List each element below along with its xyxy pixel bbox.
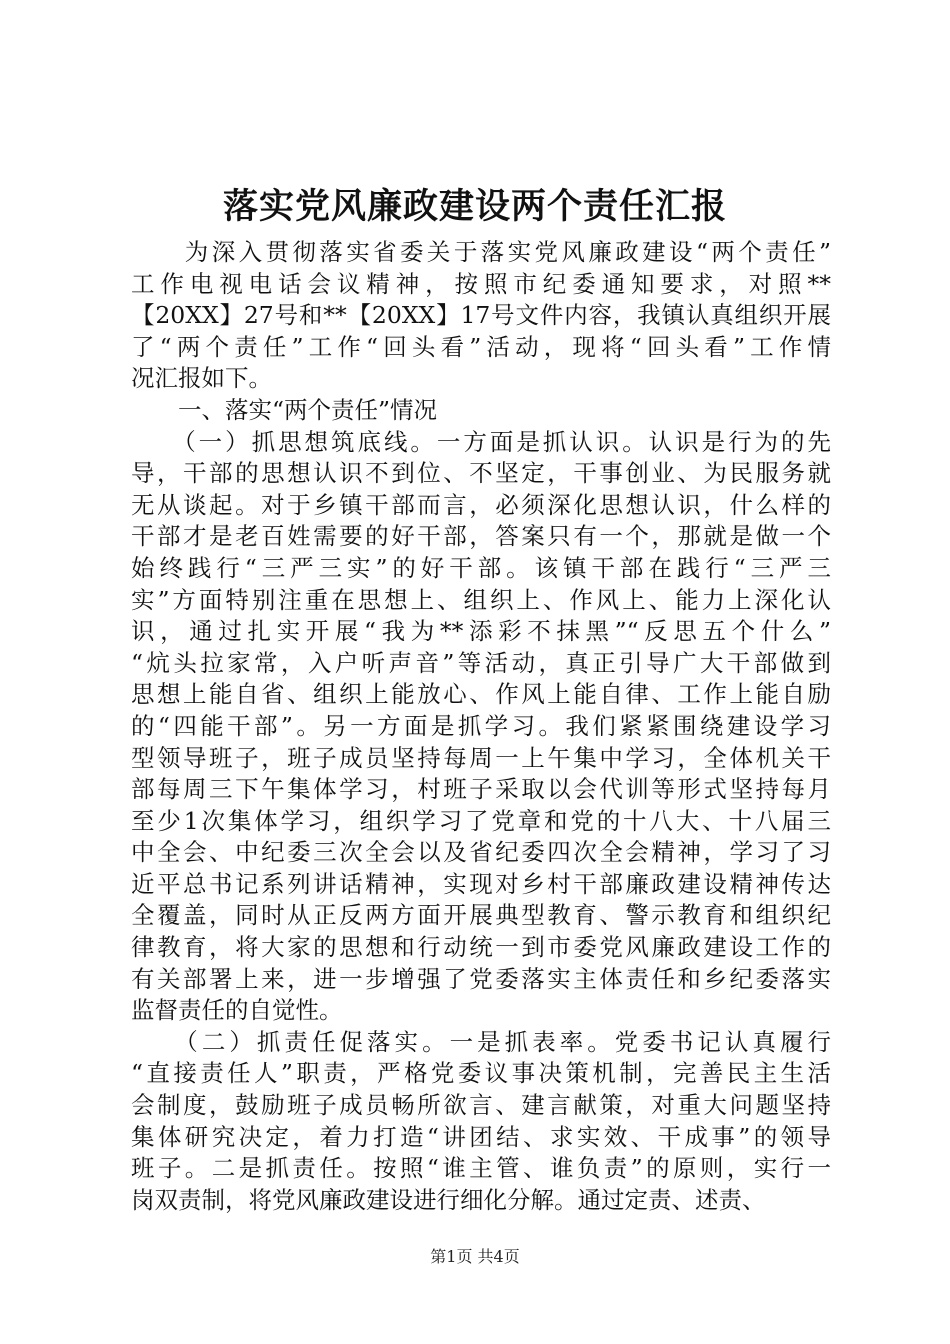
paragraph: [131, 395, 831, 427]
text-line: 思想上能自省、组织上能放心、作风上能自律、工作上能自励: [131, 680, 831, 709]
text-line: 一、落实“两个责任”情况: [131, 395, 438, 424]
text-line: 中全会、中纪委三次全会以及省纪委四次全会精神，学习了习: [131, 838, 831, 867]
text-line: 实”方面特别注重在思想上、组织上、作风上、能力上深化认: [131, 585, 831, 614]
text-line: 为深入贯彻落实省委关于落实党风廉政建设“两个责任”: [131, 238, 831, 266]
text-line: “炕头拉家常，入户听声音”等活动，真正引导广大干部做到: [131, 648, 831, 677]
text-line: “直接责任人”职责，严格党委议事决策机制，完善民主生活: [131, 1059, 831, 1088]
text-line: 全覆盖，同时从正反两方面开展典型教育、警示教育和组织纪: [131, 901, 831, 930]
text-line: 无从谈起。对于乡镇干部而言，必须深化思想认识，什么样的: [131, 490, 831, 519]
text-line: 【20XX】27号和**【20XX】17号文件内容，我镇认真组织开展: [131, 301, 831, 330]
document-body: [131, 237, 831, 1216]
text-line: 班子。二是抓责任。按照“谁主管、谁负责”的原则，实行一: [131, 1154, 831, 1183]
text-line: 况汇报如下。: [131, 364, 272, 393]
text-line: 型领导班子，班子成员坚持每周一上午集中学习，全体机关干: [131, 743, 831, 772]
text-line: 律教育，将大家的思想和行动统一到市委党风廉政建设工作的: [131, 933, 831, 962]
text-line: 部每周三下午集体学习，村班子采取以会代训等形式坚持每月: [131, 775, 831, 804]
paragraph: [131, 1027, 831, 1217]
page-footer: 第1页 共4页: [430, 1247, 520, 1266]
text-line: 识，通过扎实开展“我为**添彩不抹黑”“反思五个什么”: [131, 617, 831, 646]
text-line: 近平总书记系列讲话精神，实现对乡村干部廉政建设精神传达: [131, 869, 831, 898]
paragraph: [131, 237, 831, 395]
text-line: 有关部署上来，进一步增强了党委落实主体责任和乡纪委落实: [131, 964, 831, 993]
text-line: （二）抓责任促落实。一是抓表率。党委书记认真履行: [131, 1027, 831, 1056]
text-line: 干部才是老百姓需要的好干部，答案只有一个，那就是做一个: [131, 522, 831, 551]
text-line: 了“两个责任”工作“回头看”活动，现将“回头看”工作情: [131, 332, 831, 361]
text-line: 岗双责制，将党风廉政建设进行细化分解。通过定责、述责、: [131, 1185, 766, 1214]
text-line: 的“四能干部”。另一方面是抓学习。我们紧紧围绕建设学习: [131, 711, 831, 740]
text-line: 集体研究决定，着力打造“讲团结、求实效、干成事”的领导: [131, 1122, 831, 1151]
text-line: 导，干部的思想认识不到位、不坚定，干事创业、为民服务就: [131, 459, 831, 488]
text-line: 工作电视电话会议精神，按照市纪委通知要求，对照**: [131, 269, 831, 298]
text-line: 至少1次集体学习，组织学习了党章和党的十八大、十八届三: [131, 806, 831, 835]
document-title: 落实党风廉政建设两个责任汇报: [222, 186, 727, 227]
text-line: 会制度，鼓励班子成员畅所欲言、建言献策，对重大问题坚持: [131, 1091, 831, 1120]
text-line: 监督责任的自觉性。: [131, 996, 343, 1025]
text-line: 始终践行“三严三实”的好干部。该镇干部在践行“三严三: [131, 553, 831, 582]
text-line: （一）抓思想筑底线。一方面是抓认识。认识是行为的先: [131, 427, 831, 456]
paragraph: [131, 427, 831, 1027]
